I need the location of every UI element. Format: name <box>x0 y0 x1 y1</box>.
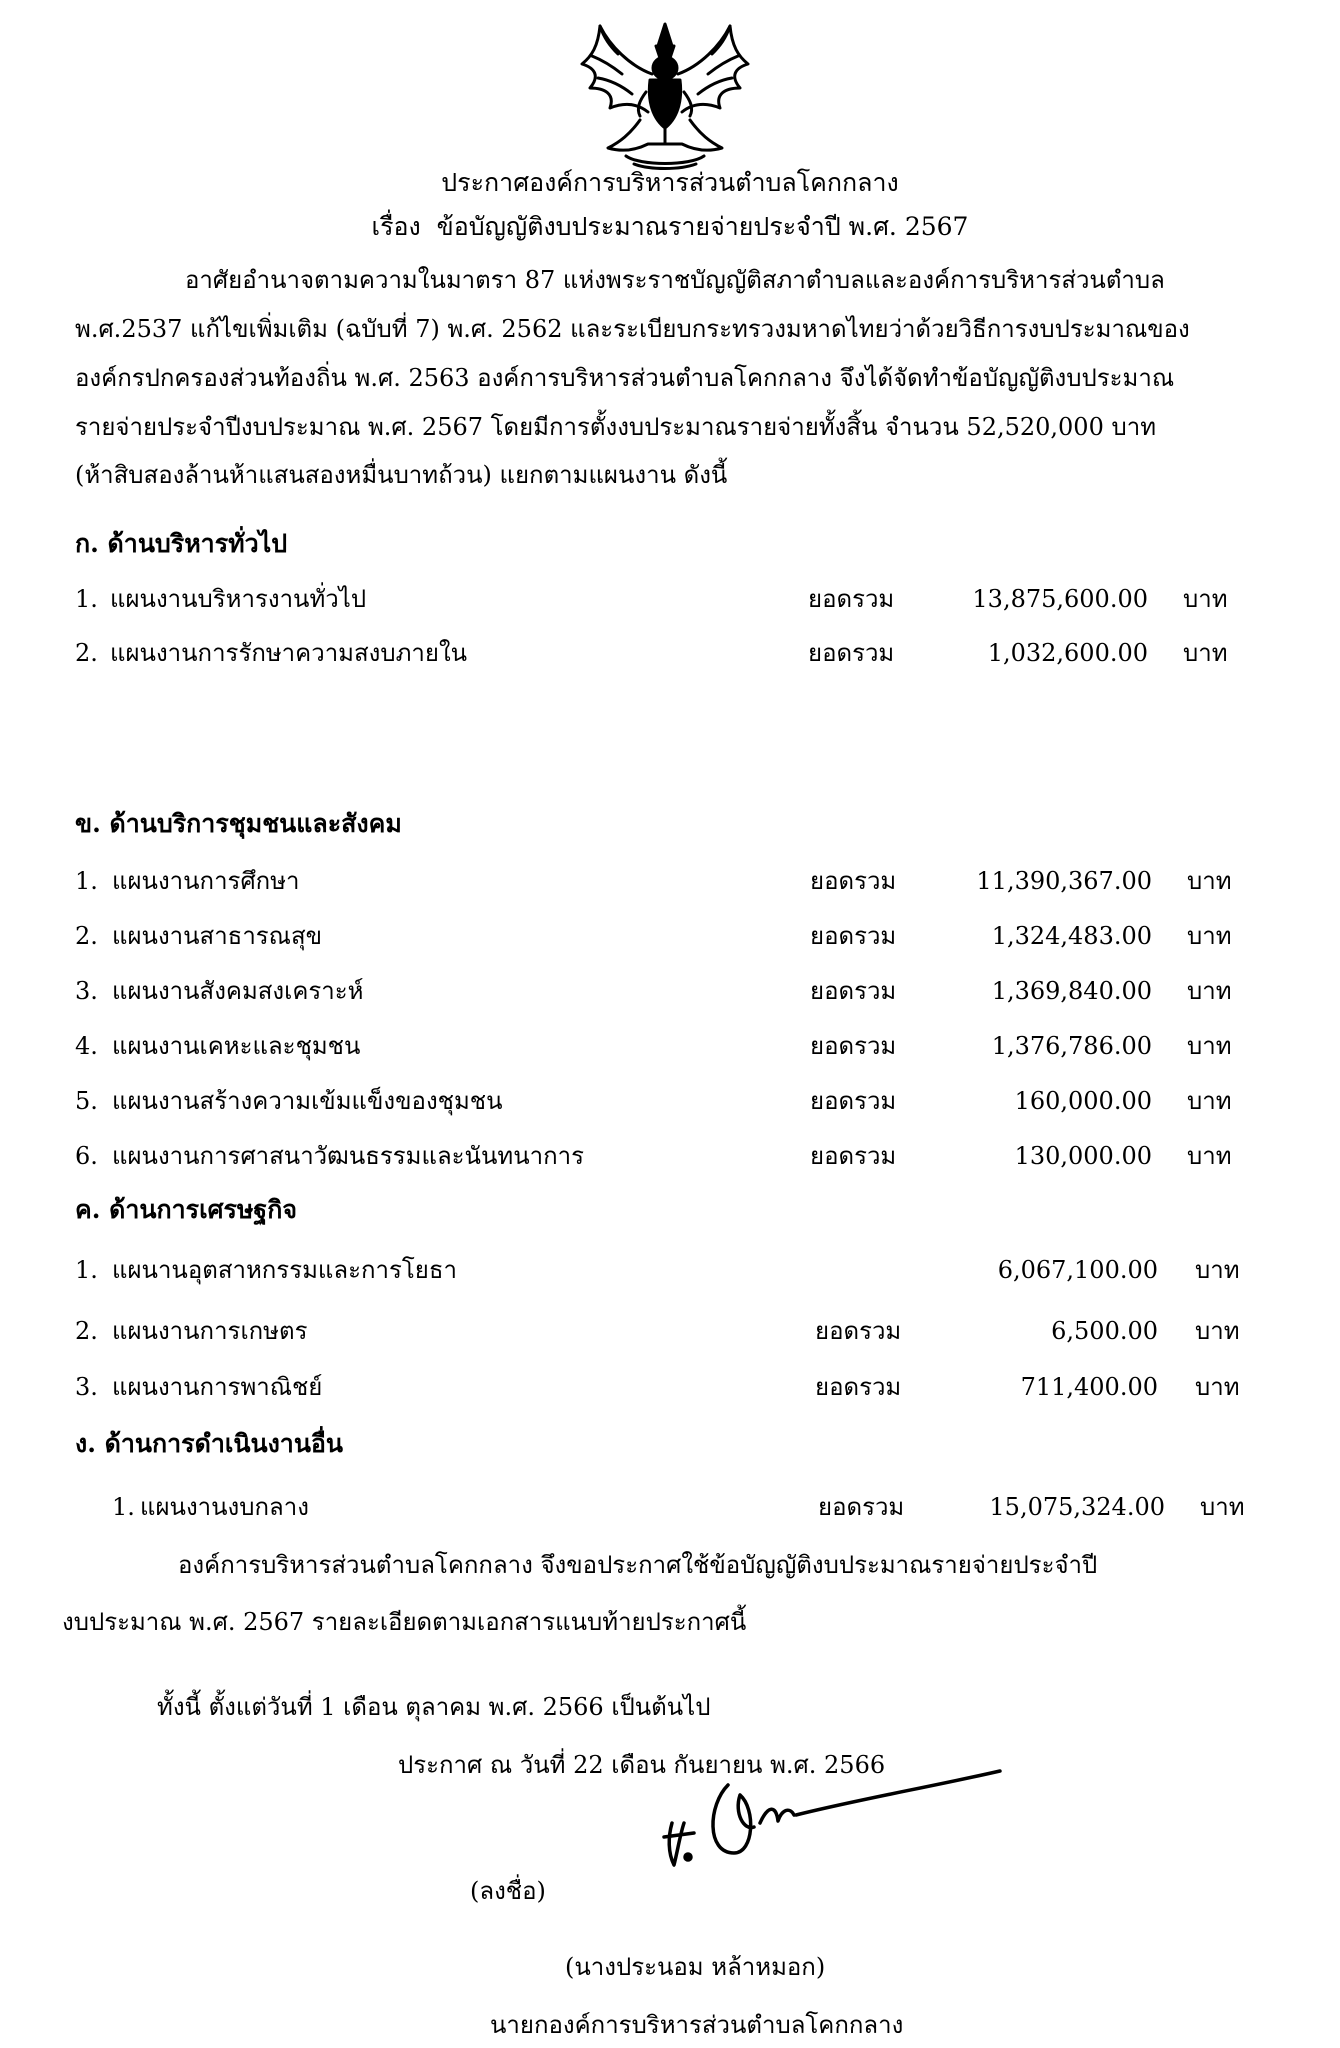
intro-line: อาศัยอำนาจตามความในมาตรา 87 แห่งพระราชบัญญัติสภาตำบลและองค์การบริหารส่วนตำบล <box>185 266 1165 294</box>
row-unit: บาท <box>1187 922 1232 950</box>
row-number: 2. <box>75 922 98 950</box>
budget-row <box>0 1490 1340 1524</box>
row-number: 2. <box>75 639 98 667</box>
row-plan-name: แผนานอุตสาหกรรมและการโยธา <box>112 1256 457 1284</box>
signed-label: (ลงชื่อ) <box>470 1877 546 1905</box>
budget-row <box>0 1253 1340 1287</box>
row-plan-name: แผนงานสาธารณสุข <box>112 922 322 950</box>
row-plan-name: แผนงานการพาณิชย์ <box>112 1373 323 1401</box>
row-unit: บาท <box>1183 585 1228 613</box>
budget-row <box>0 1139 1340 1173</box>
section-heading: ง. ด้านการดำเนินงานอื่น <box>75 1429 344 1458</box>
row-plan-name: แผนงานบริหารงานทั่วไป <box>110 585 367 613</box>
row-total-label: ยอดรวม <box>810 1142 897 1170</box>
row-plan-name: แผนงานสร้างความเข้มแข็งของชุมชน <box>112 1087 503 1115</box>
signer-name: (นางประนอม หล้าหมอก) <box>565 1953 826 1981</box>
row-unit: บาท <box>1187 977 1232 1005</box>
row-total-label: ยอดรวม <box>810 977 897 1005</box>
row-number: 1. <box>75 585 98 613</box>
row-unit: บาท <box>1183 639 1228 667</box>
row-plan-name: แผนงานการรักษาความสงบภายใน <box>110 639 468 667</box>
row-unit: บาท <box>1200 1493 1245 1521</box>
budget-row <box>0 582 1340 616</box>
subject-label: เรื่อง <box>371 212 421 241</box>
row-unit: บาท <box>1187 1087 1232 1115</box>
row-amount: 160,000.00 <box>1014 1087 1152 1115</box>
intro-line: รายจ่ายประจำปีงบประมาณ พ.ศ. 2567 โดยมีการตั้งงบประมาณรายจ่ายทั้งสิ้น จำนวน 52,520,000 บาท <box>75 413 1157 441</box>
intro-line: (ห้าสิบสองล้านห้าแสนสองหมื่นบาทถ้วน) แยกตามแผนงาน ดังนี้ <box>75 461 728 489</box>
row-plan-name: แผนงานเคหะและชุมชน <box>112 1032 361 1060</box>
row-unit: บาท <box>1195 1373 1240 1401</box>
intro-line: พ.ศ.2537 แก้ไขเพิ่มเติม (ฉบับที่ 7) พ.ศ. 2562 และระเบียบกระทรวงมหาดไทยว่าด้วยวิธีการงบประมาณของ <box>75 315 1190 343</box>
row-amount: 6,500.00 <box>1051 1317 1158 1345</box>
budget-row <box>0 974 1340 1008</box>
row-amount: 711,400.00 <box>1020 1373 1158 1401</box>
budget-row <box>0 1084 1340 1118</box>
row-total-label: ยอดรวม <box>810 867 897 895</box>
row-amount: 1,324,483.00 <box>991 922 1152 950</box>
row-unit: บาท <box>1195 1317 1240 1345</box>
intro-line: องค์กรปกครองส่วนท้องถิ่น พ.ศ. 2563 องค์การบริหารส่วนตำบลโคกกลาง จึงได้จัดทำข้อบัญญัติงบประมาณ <box>75 364 1175 392</box>
budget-row <box>0 919 1340 953</box>
row-amount: 11,390,367.00 <box>976 867 1152 895</box>
budget-row <box>0 1370 1340 1404</box>
row-total-label: ยอดรวม <box>815 1373 902 1401</box>
row-amount: 13,875,600.00 <box>972 585 1148 613</box>
section-heading: ค. ด้านการเศรษฐกิจ <box>75 1195 297 1224</box>
budget-row <box>0 1029 1340 1063</box>
row-plan-name: แผนงานการศึกษา <box>112 867 300 895</box>
row-amount: 15,075,324.00 <box>989 1493 1165 1521</box>
row-plan-name: แผนงานการเกษตร <box>112 1317 308 1345</box>
budget-row <box>0 1314 1340 1348</box>
row-number: 1. <box>75 867 98 895</box>
announcement-title: ประกาศองค์การบริหารส่วนตำบลโคกกลาง <box>441 168 899 197</box>
subject-text: ข้อบัญญัติงบประมาณรายจ่ายประจำปี พ.ศ. 2567 <box>436 212 969 241</box>
effective-date: ทั้งนี้ ตั้งแต่วันที่ 1 เดือน ตุลาคม พ.ศ. 2566 เป็นต้นไป <box>157 1693 711 1721</box>
row-number: 6. <box>75 1142 98 1170</box>
closing-line: งบประมาณ พ.ศ. 2567 รายละเอียดตามเอกสารแนบท้ายประกาศนี้ <box>62 1608 747 1636</box>
section-heading: ก. ด้านบริหารทั่วไป <box>75 529 288 558</box>
row-number: 4. <box>75 1032 98 1060</box>
row-total-label: ยอดรวม <box>808 585 895 613</box>
garuda-emblem-icon <box>570 16 760 174</box>
row-unit: บาท <box>1187 1142 1232 1170</box>
announcement-date: ประกาศ ณ วันที่ 22 เดือน กันยายน พ.ศ. 2566 <box>398 1751 886 1779</box>
row-total-label: ยอดรวม <box>808 639 895 667</box>
row-total-label: ยอดรวม <box>818 1493 905 1521</box>
section-heading: ข. ด้านบริการชุมชนและสังคม <box>75 809 402 838</box>
row-total-label: ยอดรวม <box>810 1087 897 1115</box>
row-unit: บาท <box>1187 867 1232 895</box>
row-amount: 1,032,600.00 <box>987 639 1148 667</box>
row-number: 5. <box>75 1087 98 1115</box>
row-amount: 6,067,100.00 <box>997 1256 1158 1284</box>
row-plan-name: แผนงานงบกลาง <box>140 1493 309 1521</box>
row-unit: บาท <box>1187 1032 1232 1060</box>
signer-position: นายกองค์การบริหารส่วนตำบลโคกกลาง <box>490 2011 904 2039</box>
row-plan-name: แผนงานสังคมสงเคราะห์ <box>112 977 364 1005</box>
row-number: 3. <box>75 1373 98 1401</box>
row-total-label: ยอดรวม <box>810 1032 897 1060</box>
handwritten-signature <box>650 1765 1010 1875</box>
row-number: 2. <box>75 1317 98 1345</box>
row-amount: 1,369,840.00 <box>991 977 1152 1005</box>
row-number: 1. <box>75 1256 98 1284</box>
row-amount: 130,000.00 <box>1014 1142 1152 1170</box>
row-plan-name: แผนงานการศาสนาวัฒนธรรมและนันทนาการ <box>112 1142 584 1170</box>
budget-row <box>0 864 1340 898</box>
row-number: 3. <box>75 977 98 1005</box>
announcement-subject <box>0 210 1340 244</box>
closing-line: องค์การบริหารส่วนตำบลโคกกลาง จึงขอประกาศใช้ข้อบัญญัติงบประมาณรายจ่ายประจำปี <box>178 1551 1098 1579</box>
row-total-label: ยอดรวม <box>810 922 897 950</box>
row-amount: 1,376,786.00 <box>991 1032 1152 1060</box>
budget-row <box>0 636 1340 670</box>
row-number: 1. <box>112 1493 135 1521</box>
row-total-label: ยอดรวม <box>815 1317 902 1345</box>
row-unit: บาท <box>1195 1256 1240 1284</box>
